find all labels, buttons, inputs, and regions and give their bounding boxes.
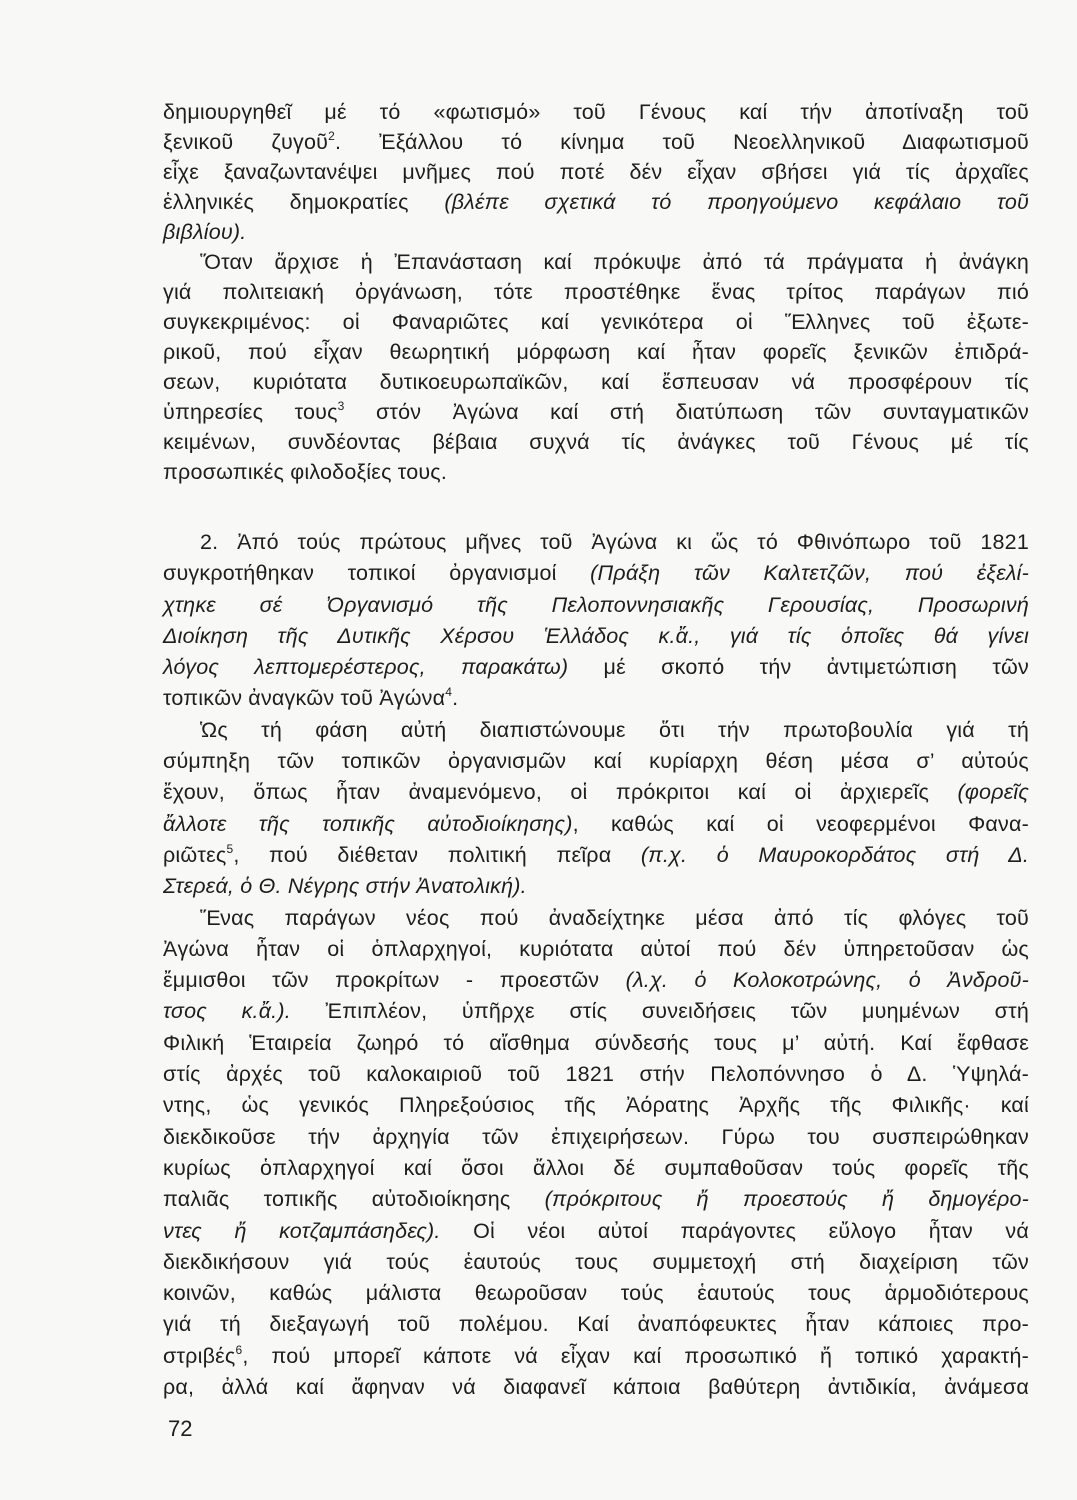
text-segment: στόν Ἀγώνα καί στή διατύπωση τῶν συνταγματικῶν	[344, 400, 1029, 424]
text-segment: στριβές	[163, 1343, 236, 1368]
text-segment: ρα, ἀλλά καί ἄφηναν νά διαφανεῖ κάποια βαθύτερη ἀντιδικία, ἀνάμεσα	[163, 1375, 1029, 1400]
text-segment: σεων, κυριότατα δυτικοευρωπαϊκῶν, καί ἔσπευσαν νά προσφέρουν τίς	[163, 370, 1029, 394]
text-line	[163, 996, 1029, 1027]
italic-text-segment: (βλέπε σχετικά τό προηγούμενο κεφάλαιο τοῦ	[444, 190, 1030, 214]
text-segment: τοπικῶν ἀναγκῶν τοῦ Ἀγώνα	[163, 686, 446, 711]
text-segment: Ἕνας παράγων νέος πού ἀναδείχτηκε μέσα ἀπό τίς φλόγες τοῦ	[200, 905, 1029, 930]
text-line	[163, 652, 1029, 683]
text-segment: ἔμμισθοι τῶν προκρίτων - προεστῶν	[163, 968, 626, 993]
page-number: 72	[168, 1416, 193, 1441]
text-line	[163, 840, 1029, 871]
text-line	[163, 217, 1029, 247]
text-line	[163, 97, 1029, 127]
text-line	[163, 127, 1029, 157]
text-segment: , πού μπορεῖ κάποτε νά εἶχαν καί προσωπικό ἤ τοπικό χαρακτή-	[242, 1343, 1029, 1368]
text-line	[163, 337, 1029, 367]
paragraph	[163, 527, 1029, 715]
text-line	[163, 527, 1029, 558]
italic-text-segment: (πρόκριτους ἤ προεστούς ἤ δημογέρο-	[544, 1187, 1029, 1212]
text-segment: μέ σκοπό τήν ἀντιμετώπιση τῶν	[568, 655, 1029, 680]
text-segment: προσωπικές φιλοδοξίες τους.	[163, 460, 448, 484]
paragraph	[163, 903, 1029, 1404]
text-line	[163, 397, 1029, 427]
text-segment: Ὅταν ἄρχισε ἡ Ἐπανάσταση καί πρόκυψε ἀπό τά πράγματα ἡ ἀνάγκη	[200, 250, 1029, 274]
paragraph	[163, 715, 1029, 903]
text-line	[163, 427, 1029, 457]
footnote-marker: 4	[445, 685, 453, 700]
page-body-text	[163, 97, 1029, 1403]
text-line	[163, 157, 1029, 187]
text-segment: κοινῶν, καθώς μάλιστα θεωροῦσαν τούς ἑαυτούς τους ἁρμοδιότερους	[163, 1281, 1029, 1306]
text-segment: Ὡς τή φάση αὐτή διαπιστώνουμε ὅτι τήν πρωτοβουλία γιά τή	[200, 717, 1029, 742]
text-segment: ρικοῦ, πού εἶχαν θεωρητική μόρφωση καί ἦταν φορεῖς ξενικῶν ἐπιδρά-	[163, 340, 1029, 364]
italic-text-segment: Στερεά, ὁ Θ. Νέγρης στήν Ἀνατολική).	[163, 874, 527, 899]
text-segment: ἔχουν, ὅπως ἦταν ἀναμενόμενο, οἱ πρόκριτοι καί οἱ ἀρχιερεῖς	[163, 780, 958, 805]
text-segment: κειμένων, συνδέοντας βέβαια συχνά τίς ἀνάγκες τοῦ Γένους μέ τίς	[163, 430, 1029, 454]
paragraph	[163, 247, 1029, 487]
text-line	[163, 367, 1029, 397]
footnote-marker: 3	[337, 399, 345, 413]
text-line	[163, 247, 1029, 277]
italic-text-segment: ἄλλοτε τῆς τοπικῆς αὐτοδιοίκησης)	[163, 811, 573, 836]
text-segment: Ἀγώνα ἦταν οἱ ὁπλαρχηγοί, κυριότατα αὐτοί πού δέν ὑπηρετοῦσαν ὡς	[163, 936, 1029, 961]
footnote-marker: 2	[328, 129, 335, 143]
text-line	[163, 1090, 1029, 1121]
text-line	[163, 934, 1029, 965]
text-segment: 2. Ἀπό τούς πρώτους μῆνες τοῦ Ἀγώνα κι ὥς τό Φθινόπωρο τοῦ 1821	[200, 530, 1029, 554]
text-line	[163, 1059, 1029, 1090]
italic-text-segment: λόγος λεπτομερέστερος, παρακάτω)	[163, 655, 569, 680]
text-line	[163, 1028, 1029, 1059]
text-segment: Ἐπιπλέον, ὑπῆρχε στίς συνειδήσεις τῶν μυημένων στή	[290, 999, 1029, 1024]
text-line	[163, 777, 1029, 808]
text-line	[163, 746, 1029, 777]
text-line	[163, 683, 1029, 714]
text-line	[163, 965, 1029, 996]
text-line	[163, 715, 1029, 746]
text-segment: ξενικοῦ ζυγοῦ	[163, 130, 329, 154]
text-segment: δημιουργηθεῖ μέ τό «φωτισμό» τοῦ Γένους καί τήν ἀποτίναξη τοῦ	[163, 100, 1029, 124]
text-line	[163, 871, 1029, 902]
text-segment: συγκροτήθηκαν τοπικοί ὀργανισμοί	[163, 561, 591, 586]
text-line	[163, 1309, 1029, 1340]
text-segment: εἶχε ξαναζωντανέψει μνῆμες πού ποτέ δέν εἶχαν σβήσει γιά τίς ἀρχαῖες	[163, 160, 1029, 184]
text-segment: , καθώς καί οἱ νεοφερμένοι Φανα-	[572, 811, 1029, 836]
italic-text-segment: (π.χ. ὁ Μαυροκορδάτος στή Δ.	[640, 842, 1029, 867]
text-line	[163, 1341, 1029, 1372]
text-line	[163, 457, 1029, 487]
text-line	[163, 1122, 1029, 1153]
italic-text-segment: (Πράξη τῶν Καλτετζῶν, πού ἐξελί-	[590, 561, 1029, 586]
italic-text-segment: τσος κ.ἄ.).	[163, 999, 291, 1024]
text-segment: στίς ἀρχές τοῦ καλοκαιριοῦ τοῦ 1821 στήν Πελοπόννησο ὁ Δ. Ὑψηλά-	[163, 1062, 1029, 1087]
text-segment: κυρίως ὁπλαρχηγοί καί ὅσοι ἄλλοι δέ συμπαθοῦσαν τούς φορεῖς τῆς	[163, 1155, 1029, 1180]
text-segment: σύμπηξη τῶν τοπικῶν ὀργανισμῶν καί κυρίαρχη θέση μέσα σ’ αὐτούς	[163, 749, 1029, 774]
text-line	[163, 1184, 1029, 1215]
text-line	[163, 1247, 1029, 1278]
paragraph	[163, 97, 1029, 247]
text-segment: . Ἐξάλλου τό κίνημα τοῦ Νεοελληνικοῦ Διαφωτισμοῦ	[334, 130, 1029, 154]
text-line	[163, 1153, 1029, 1184]
text-line	[163, 1216, 1029, 1247]
text-segment: ἑλληνικές δημοκρατίες	[163, 190, 445, 214]
text-line	[163, 558, 1029, 589]
footnote-marker: 6	[235, 1342, 243, 1357]
text-segment: γιά πολιτειακή ὀργάνωση, τότε προστέθηκε ἕνας τρίτος παράγων πιό	[163, 280, 1029, 304]
italic-text-segment: χτηκε σέ Ὀργανισμό τῆς Πελοποννησιακῆς Γερουσίας, Προσωρινή	[163, 592, 1029, 617]
text-line	[163, 187, 1029, 217]
text-line	[163, 1278, 1029, 1309]
text-segment: διεκδικοῦσε τήν ἀρχηγία τῶν ἐπιχειρήσεων. Γύρω του συσπειρώθηκαν	[163, 1124, 1029, 1149]
text-segment: γιά τή διεξαγωγή τοῦ πολέμου. Καί ἀναπόφευκτες ἦταν κάποιες προ-	[163, 1312, 1029, 1337]
text-line	[163, 809, 1029, 840]
text-segment: συγκεκριμένος: οἱ Φαναριῶτες καί γενικότερα οἱ Ἕλληνες τοῦ ἐξωτε-	[163, 310, 1029, 334]
footnote-marker: 5	[226, 841, 234, 856]
text-segment: ὑπηρεσίες τους	[163, 400, 338, 424]
text-line	[163, 277, 1029, 307]
text-segment: διεκδικήσουν γιά τούς ἑαυτούς τους συμμετοχή στή διαχείριση τῶν	[163, 1249, 1029, 1274]
text-line	[163, 307, 1029, 337]
italic-text-segment: ντες ἤ κοτζαμπάσηδες).	[163, 1218, 441, 1243]
text-segment: Οἱ νέοι αὐτοί παράγοντες εὔλογο ἦταν νά	[440, 1218, 1029, 1243]
text-segment: ντης, ὡς γενικός Πληρεξούσιος τῆς Ἀόρατης Ἀρχῆς τῆς Φιλικῆς· καί	[163, 1093, 1029, 1118]
text-line	[163, 1372, 1029, 1403]
italic-text-segment: βιβλίου).	[163, 220, 247, 244]
text-segment: .	[452, 686, 459, 711]
italic-text-segment: (λ.χ. ὁ Κολοκοτρώνης, ὁ Ἀνδροῦ-	[625, 968, 1029, 993]
italic-text-segment: Διοίκηση τῆς Δυτικῆς Χέρσου Ἑλλάδος κ.ἄ., γιά τίς ὁποῖες θά γίνει	[163, 623, 1029, 648]
text-segment: Φιλική Ἑταιρεία ζωηρό τό αἴσθημα σύνδεσής τους μ’ αὐτή. Καί ἔφθασε	[163, 1030, 1029, 1055]
text-segment: παλιᾶς τοπικῆς αὐτοδιοίκησης	[163, 1187, 545, 1212]
italic-text-segment: (φορεῖς	[957, 780, 1029, 805]
text-line	[163, 621, 1029, 652]
text-line	[163, 903, 1029, 934]
text-segment: ριῶτες	[163, 842, 227, 867]
text-line	[163, 590, 1029, 621]
text-segment: , πού διέθεταν πολιτική πεῖρα	[233, 842, 641, 867]
